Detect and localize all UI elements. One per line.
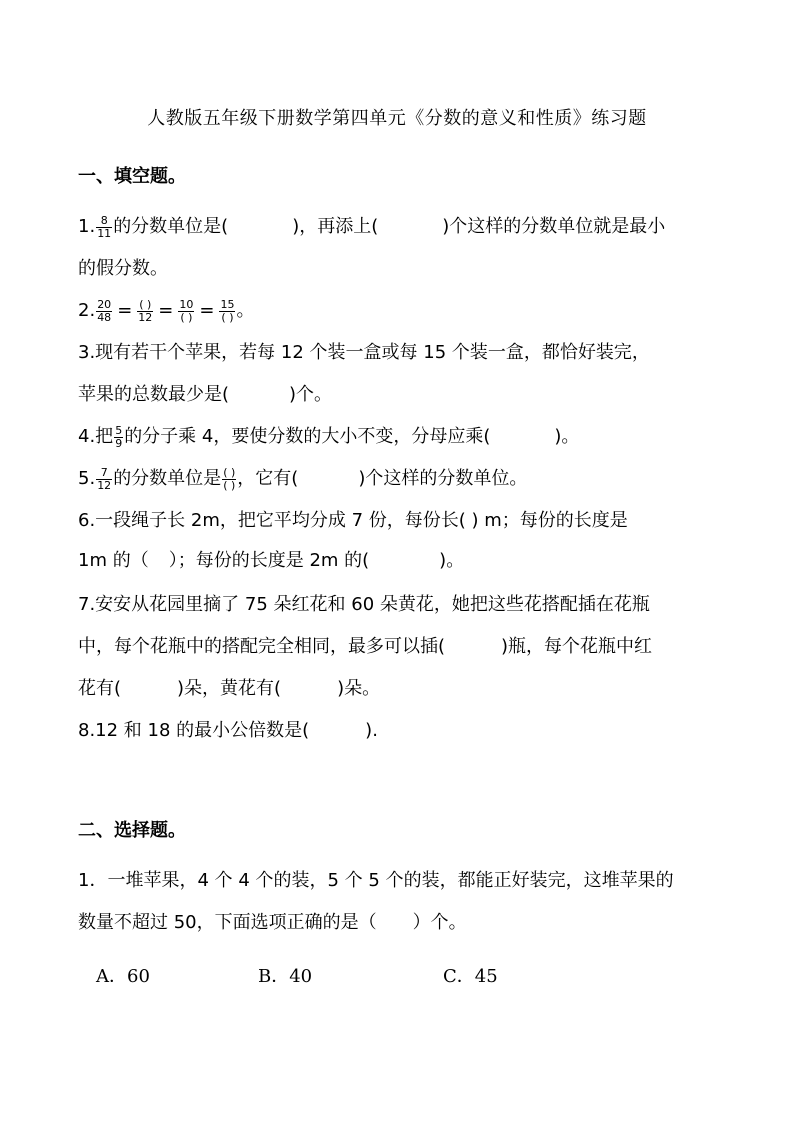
question-6-line-1: 6.一段绳子长 2m，把它平均分成 7 份，每份长( ) m；每份的长度是 — [78, 510, 628, 531]
question-7-line-1: 7.安安从花园里摘了 75 朵红花和 60 朵黄花，她把这些花搭配插在花瓶 — [78, 594, 650, 615]
question-5: 5. $\frac{7}{12}$ 的分数单位是 $\frac{( )}{( )}$ ，它有( )个这样的分数单位。 — [78, 465, 528, 492]
question-7-line-3: 花有( )朵，黄花有( )朵。 — [78, 678, 381, 699]
question-3-line-2: 苹果的总数最少是( )个。 — [78, 384, 333, 405]
fraction-10-blank[interactable]: $\frac{10}{( )}$ — [179, 297, 194, 324]
fraction-blank-12[interactable]: $\frac{( )}{12}$ — [138, 297, 153, 324]
question-2: 2. $\frac{20}{48}$ = $\frac{( )}{12}$ = $\frac{10}{( )}$ = $\frac{15}{( )}$ 。 — [78, 297, 255, 324]
fraction-unit-blank[interactable]: $\frac{( )}{( )}$ — [223, 465, 236, 492]
option-c[interactable]: C．45 — [443, 966, 498, 987]
section-heading-fill-blank: 一、填空题。 — [78, 166, 186, 187]
question-7-line-2: 中，每个花瓶中的搭配完全相同，最多可以插( )瓶，每个花瓶中红 — [78, 636, 653, 657]
fraction-7-12: $\frac{7}{12}$ — [97, 465, 112, 492]
question-6-line-2: 1m 的（ ）；每份的长度是 2m 的( )。 — [78, 550, 465, 571]
page-title: 人教版五年级下册数学第四单元《分数的意义和性质》练习题 — [147, 108, 647, 129]
question-4: 4.把 $\frac{5}{9}$ 的分子乘 4，要使分数的大小不变，分母应乘( )。 — [78, 423, 580, 450]
choice-question-1-line-1: 1．一堆苹果，4 个 4 个的装，5 个 5 个的装，都能正好装完，这堆苹果的 — [78, 870, 674, 891]
fraction-15-blank[interactable]: $\frac{15}{( )}$ — [220, 297, 235, 324]
question-3-line-1: 3.现有若干个苹果，若每 12 个装一盒或每 15 个装一盒，都恰好装完， — [78, 342, 650, 363]
fraction-5-9: $\frac{5}{9}$ — [115, 423, 123, 450]
fraction-8-11: $\frac{8}{11}$ — [97, 213, 112, 240]
option-b[interactable]: B．40 — [258, 966, 313, 987]
question-1-line-2: 的假分数。 — [78, 258, 168, 279]
fraction-20-48: $\frac{20}{48}$ — [97, 297, 112, 324]
section-heading-multiple-choice: 二、选择题。 — [78, 820, 186, 841]
question-8: 8.12 和 18 的最小公倍数是( ). — [78, 720, 378, 741]
question-1-line-1: 1. $\frac{8}{11}$ 的分数单位是( )，再添上( )个这样的分数单位就是最小 — [78, 213, 666, 240]
choice-question-1-line-2: 数量不超过 50，下面选项正确的是（ ）个。 — [78, 912, 467, 933]
option-a[interactable]: A．60 — [96, 966, 150, 987]
